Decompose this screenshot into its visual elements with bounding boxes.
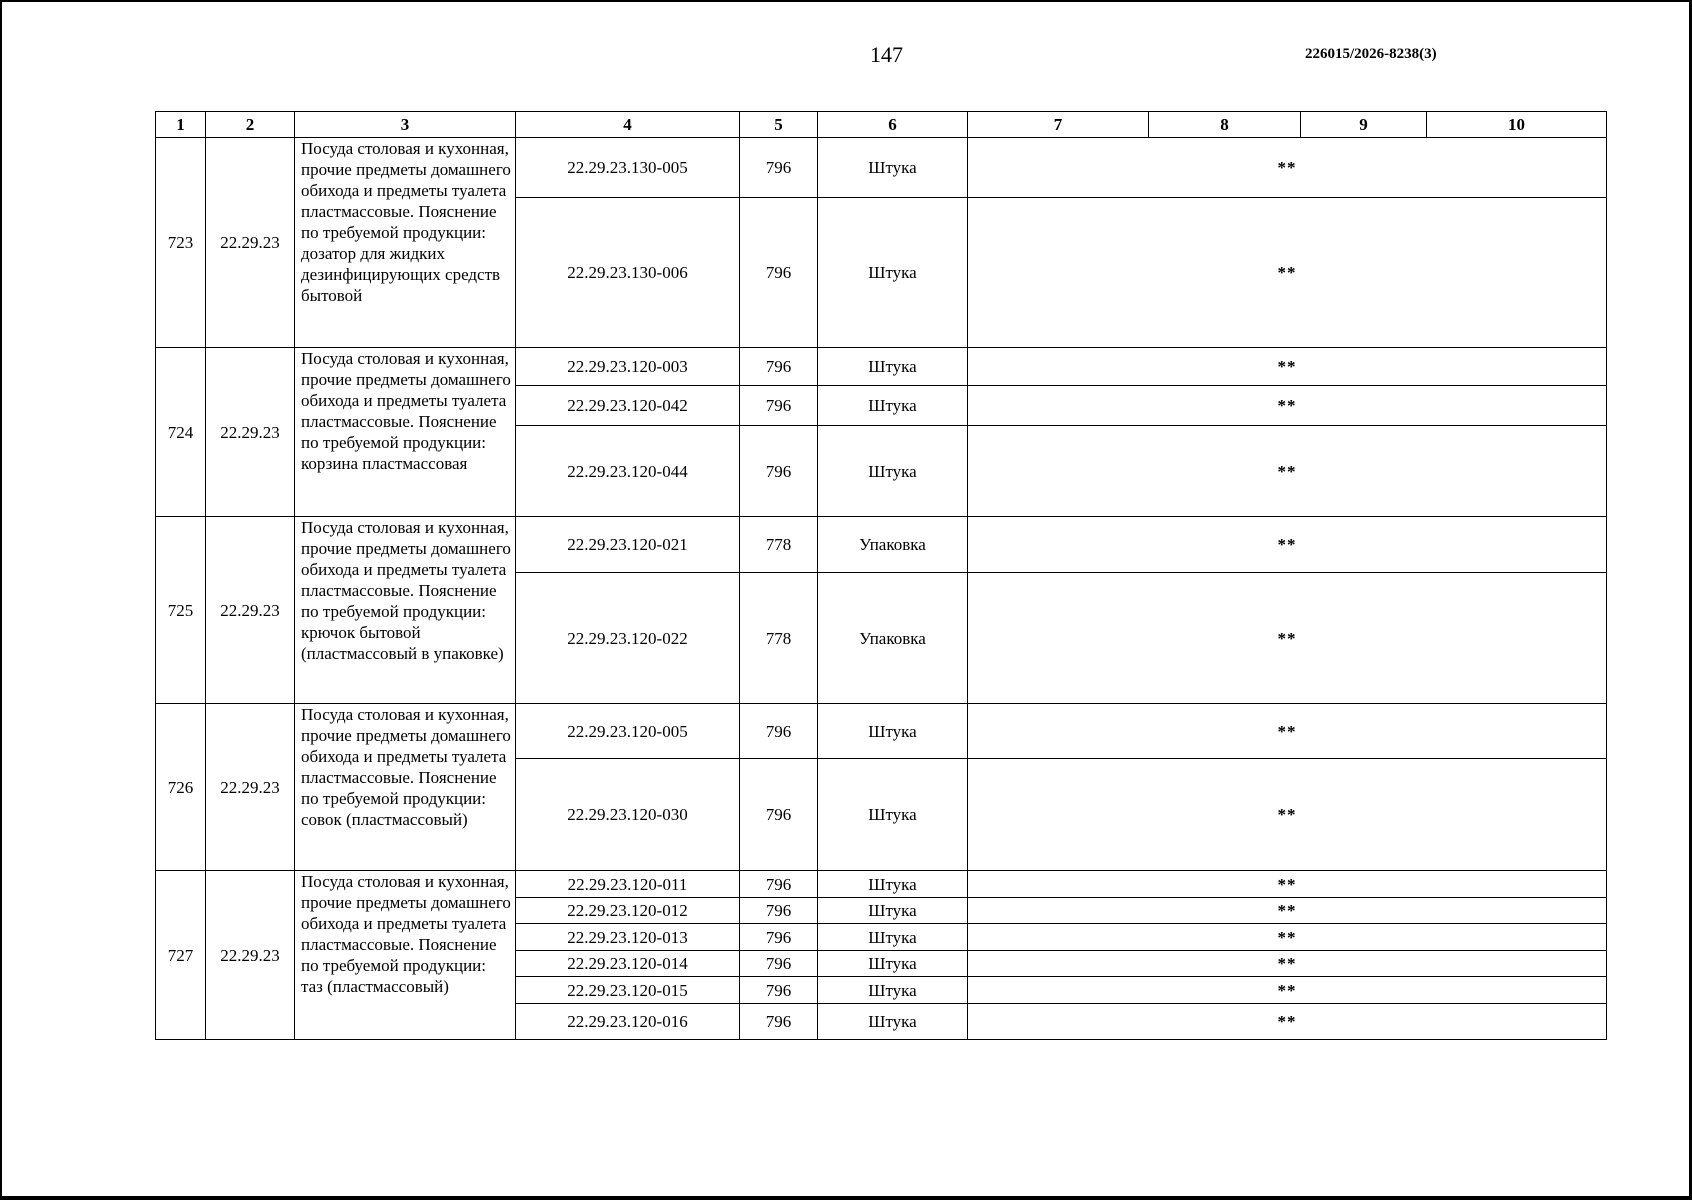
- table-header-row: [156, 112, 1607, 138]
- header-cell-2: 2: [206, 112, 295, 138]
- unit-name: Упаковка: [818, 517, 968, 573]
- requirements-mark: **: [968, 386, 1607, 426]
- unit-name: Штука: [818, 898, 968, 924]
- page-border-left: [0, 0, 2, 1200]
- okei-code: 796: [740, 898, 818, 924]
- table-row: [156, 704, 1607, 759]
- okei-code: 796: [740, 348, 818, 386]
- unit-name: Штука: [818, 977, 968, 1004]
- okpd-code: 22.29.23: [206, 348, 295, 517]
- product-description: Посуда столовая и кухонная, прочие предметы домашнего обихода и предметы туалета пластмассовые. Пояснение по требуемой продукции: корзина пластмассовая: [295, 348, 516, 517]
- okei-code: 796: [740, 977, 818, 1004]
- product-description: Посуда столовая и кухонная, прочие предметы домашнего обихода и предметы туалета пластмассовые. Пояснение по требуемой продукции: совок (пластмассовый): [295, 704, 516, 871]
- unit-name: Штука: [818, 1004, 968, 1040]
- header-cell-7: 7: [968, 112, 1149, 138]
- ktru-code: 22.29.23.120-012: [516, 898, 740, 924]
- okpd-code: 22.29.23: [206, 871, 295, 1040]
- requirements-mark: **: [968, 871, 1607, 898]
- ktru-code: 22.29.23.130-006: [516, 198, 740, 348]
- row-number: 727: [156, 871, 206, 1040]
- okei-code: 796: [740, 426, 818, 517]
- header-cell-10: 10: [1427, 112, 1607, 138]
- header-cell-8: 8: [1149, 112, 1301, 138]
- okei-code: 796: [740, 138, 818, 198]
- ktru-code: 22.29.23.120-030: [516, 759, 740, 871]
- header-cell-5: 5: [740, 112, 818, 138]
- okei-code: 778: [740, 573, 818, 704]
- ktru-code: 22.29.23.120-016: [516, 1004, 740, 1040]
- products-table: [155, 111, 1607, 1040]
- requirements-mark: **: [968, 951, 1607, 977]
- requirements-mark: **: [968, 704, 1607, 759]
- okpd-code: 22.29.23: [206, 517, 295, 704]
- ktru-code: 22.29.23.120-011: [516, 871, 740, 898]
- header-cell-9: 9: [1301, 112, 1427, 138]
- okei-code: 796: [740, 386, 818, 426]
- document-code: 226015/2026-8238(3): [1305, 46, 1437, 62]
- requirements-mark: **: [968, 759, 1607, 871]
- requirements-mark: **: [968, 426, 1607, 517]
- ktru-code: 22.29.23.120-042: [516, 386, 740, 426]
- ktru-code: 22.29.23.120-021: [516, 517, 740, 573]
- unit-name: Штука: [818, 924, 968, 951]
- unit-name: Штука: [818, 198, 968, 348]
- product-description: Посуда столовая и кухонная, прочие предметы домашнего обихода и предметы туалета пластмассовые. Пояснение по требуемой продукции: таз (пластмассовый): [295, 871, 516, 1040]
- okei-code: 778: [740, 517, 818, 573]
- header-cell-1: 1: [156, 112, 206, 138]
- okei-code: 796: [740, 924, 818, 951]
- row-number: 726: [156, 704, 206, 871]
- table-row: [156, 517, 1607, 573]
- requirements-mark: **: [968, 924, 1607, 951]
- row-number: 725: [156, 517, 206, 704]
- row-number: 724: [156, 348, 206, 517]
- okei-code: 796: [740, 759, 818, 871]
- header-cell-4: 4: [516, 112, 740, 138]
- unit-name: Штука: [818, 951, 968, 977]
- requirements-mark: **: [968, 1004, 1607, 1040]
- requirements-mark: **: [968, 198, 1607, 348]
- ktru-code: 22.29.23.120-005: [516, 704, 740, 759]
- unit-name: Штука: [818, 704, 968, 759]
- okei-code: 796: [740, 951, 818, 977]
- table-row: [156, 871, 1607, 898]
- ktru-code: 22.29.23.120-013: [516, 924, 740, 951]
- okpd-code: 22.29.23: [206, 704, 295, 871]
- requirements-mark: **: [968, 573, 1607, 704]
- row-number: 723: [156, 138, 206, 348]
- unit-name: Штука: [818, 426, 968, 517]
- ktru-code: 22.29.23.120-003: [516, 348, 740, 386]
- okei-code: 796: [740, 198, 818, 348]
- requirements-mark: **: [968, 348, 1607, 386]
- unit-name: Штука: [818, 138, 968, 198]
- ktru-code: 22.29.23.120-015: [516, 977, 740, 1004]
- page-border-bottom: [0, 1196, 1692, 1200]
- table-row: [156, 348, 1607, 386]
- requirements-mark: **: [968, 898, 1607, 924]
- requirements-mark: **: [968, 138, 1607, 198]
- unit-name: Штука: [818, 759, 968, 871]
- ktru-code: 22.29.23.120-014: [516, 951, 740, 977]
- okei-code: 796: [740, 704, 818, 759]
- unit-name: Штука: [818, 348, 968, 386]
- okei-code: 796: [740, 1004, 818, 1040]
- requirements-mark: **: [968, 977, 1607, 1004]
- header-cell-3: 3: [295, 112, 516, 138]
- unit-name: Штука: [818, 871, 968, 898]
- page-border-top: [0, 0, 1692, 2]
- ktru-code: 22.29.23.120-022: [516, 573, 740, 704]
- requirements-mark: **: [968, 517, 1607, 573]
- ktru-code: 22.29.23.130-005: [516, 138, 740, 198]
- product-description: Посуда столовая и кухонная, прочие предметы домашнего обихода и предметы туалета пластмассовые. Пояснение по требуемой продукции: крючок бытовой (пластмассовый в упаковке): [295, 517, 516, 704]
- product-description: Посуда столовая и кухонная, прочие предметы домашнего обихода и предметы туалета пластмассовые. Пояснение по требуемой продукции: дозатор для жидких дезинфицирующих средств бытовой: [295, 138, 516, 348]
- ktru-code: 22.29.23.120-044: [516, 426, 740, 517]
- page-number: 147: [870, 42, 903, 67]
- table-row: [156, 138, 1607, 198]
- unit-name: Штука: [818, 386, 968, 426]
- okei-code: 796: [740, 871, 818, 898]
- okpd-code: 22.29.23: [206, 138, 295, 348]
- unit-name: Упаковка: [818, 573, 968, 704]
- header-cell-6: 6: [818, 112, 968, 138]
